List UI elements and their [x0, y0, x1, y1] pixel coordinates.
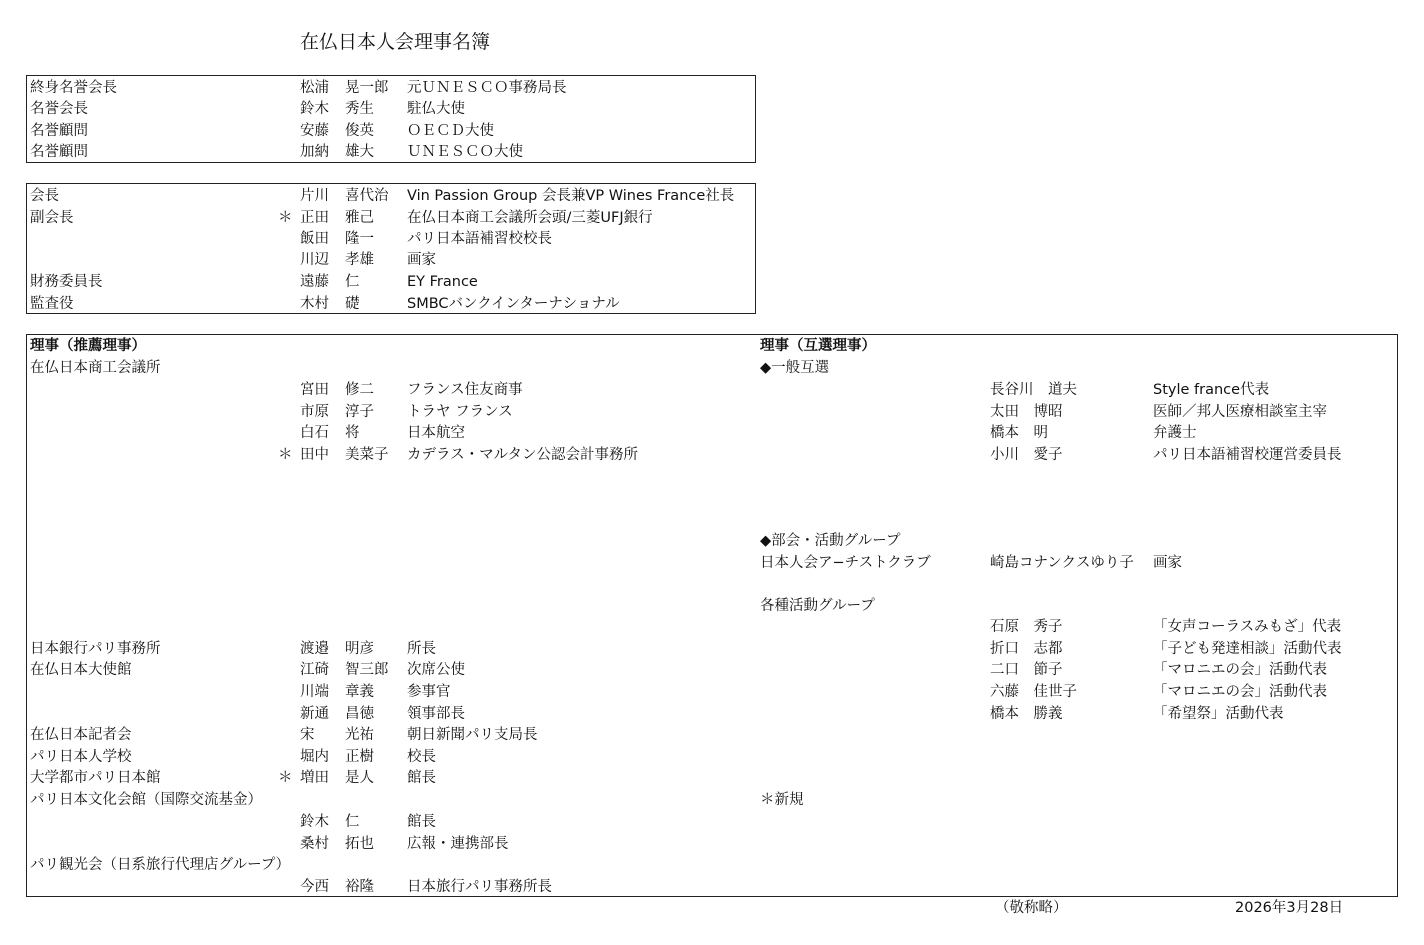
- member-name: 小川 愛子: [990, 447, 1063, 463]
- recommended-heading: 理事（推薦理事）: [30, 338, 146, 354]
- member-desc: 館長: [407, 770, 436, 786]
- org-name: 大学都市パリ日本館: [30, 770, 161, 786]
- officer-given: 礎: [345, 296, 360, 312]
- member-name: 崎島コナンクスゆり子: [990, 555, 1134, 571]
- member-desc: 館長: [407, 814, 436, 830]
- new-member-mark: ＊: [278, 210, 293, 226]
- honorary-desc: ＯＥＣＤ大使: [407, 123, 494, 139]
- member-given: 昌徳: [345, 706, 374, 722]
- honorary-given: 秀生: [345, 101, 374, 117]
- officer-desc: SMBCバンクインターナショナル: [407, 296, 620, 312]
- member-desc: 「希望祭」活動代表: [1153, 706, 1284, 722]
- member-given: 裕隆: [345, 879, 374, 895]
- officer-surname: 遠藤: [300, 274, 329, 290]
- honorary-box: [26, 75, 756, 163]
- member-given: 正樹: [345, 749, 374, 765]
- member-given: 拓也: [345, 836, 374, 852]
- new-member-mark: ＊: [278, 770, 293, 786]
- org-name: パリ観光会（日系旅行代理店グループ）: [30, 857, 290, 873]
- member-given: 仁: [345, 814, 360, 830]
- org-name: 日本銀行パリ事務所: [30, 641, 161, 657]
- page-title: 在仏日本人会理事名簿: [300, 31, 491, 53]
- org-name: 在仏日本記者会: [30, 727, 132, 743]
- officer-role: 会長: [30, 188, 59, 204]
- officer-given: 孝雄: [345, 252, 374, 268]
- officer-desc: パリ日本語補習校校長: [407, 231, 552, 247]
- org-name: 在仏日本商工会議所: [30, 360, 161, 376]
- honorary-desc: 元ＵＮＥＳＣＯ事務局長: [407, 80, 567, 96]
- officer-role: 副会長: [30, 210, 74, 226]
- member-given: 章義: [345, 684, 374, 700]
- officer-desc: 画家: [407, 252, 436, 268]
- group-heading: ◆部会・活動グループ: [760, 533, 901, 549]
- member-surname: 市原: [300, 404, 329, 420]
- member-desc: 所長: [407, 641, 436, 657]
- member-desc: 日本航空: [407, 425, 465, 441]
- honorific-note: （敬称略）: [995, 900, 1068, 916]
- honorary-given: 俊英: [345, 123, 374, 139]
- member-surname: 白石: [300, 425, 329, 441]
- officer-given: 仁: [345, 274, 360, 290]
- member-surname: 宋: [300, 727, 315, 743]
- member-desc: 朝日新聞パリ支局長: [407, 727, 538, 743]
- member-desc: カデラス・マルタン公認会計事務所: [407, 447, 638, 463]
- member-name: 太田 博昭: [990, 404, 1063, 420]
- honorary-role: 名誉会長: [30, 101, 88, 117]
- member-given: 淳子: [345, 404, 374, 420]
- member-surname: 宮田: [300, 382, 329, 398]
- officer-given: 喜代治: [345, 188, 389, 204]
- officer-desc: EY France: [407, 274, 478, 290]
- member-desc: フランス住友商事: [407, 382, 523, 398]
- elected-heading: 理事（互選理事）: [760, 338, 876, 354]
- member-desc: 医師／邦人医療相談室主宰: [1153, 404, 1327, 420]
- member-desc: 画家: [1153, 555, 1182, 571]
- member-name: 石原 秀子: [990, 619, 1063, 635]
- member-surname: 江碕: [300, 662, 329, 678]
- officer-surname: 木村: [300, 296, 329, 312]
- member-desc: 参事官: [407, 684, 451, 700]
- honorary-role: 終身名誉会長: [30, 80, 117, 96]
- honorary-role: 名誉顧問: [30, 123, 88, 139]
- member-given: 美菜子: [345, 447, 389, 463]
- honorary-desc: ＵＮＥＳＣＯ大使: [407, 144, 523, 160]
- org-name: パリ日本文化会館（国際交流基金）: [30, 792, 262, 808]
- member-given: 光祐: [345, 727, 374, 743]
- member-surname: 渡邉: [300, 641, 329, 657]
- officer-surname: 正田: [300, 210, 329, 226]
- member-desc: 「マロニエの会」活動代表: [1153, 662, 1327, 678]
- member-name: 橋本 明: [990, 425, 1048, 441]
- member-name: 折口 志都: [990, 641, 1063, 657]
- member-desc: トラヤ フランス: [407, 404, 513, 420]
- officer-surname: 片川: [300, 188, 329, 204]
- officer-desc: 在仏日本商工会議所会頭/三菱UFJ銀行: [407, 210, 653, 226]
- honorary-given: 雄大: [345, 144, 374, 160]
- officer-given: 隆一: [345, 231, 374, 247]
- member-surname: 川端: [300, 684, 329, 700]
- member-surname: 増田: [300, 770, 329, 786]
- honorary-surname: 鈴木: [300, 101, 329, 117]
- honorary-role: 名誉顧問: [30, 144, 88, 160]
- member-name: 橋本 勝義: [990, 706, 1063, 722]
- member-desc: 領事部長: [407, 706, 465, 722]
- member-given: 明彦: [345, 641, 374, 657]
- member-desc: 日本旅行パリ事務所長: [407, 879, 552, 895]
- member-desc: 校長: [407, 749, 436, 765]
- member-name: 二口 節子: [990, 662, 1063, 678]
- org-name: 在仏日本大使館: [30, 662, 132, 678]
- member-given: 修二: [345, 382, 374, 398]
- member-surname: 新通: [300, 706, 329, 722]
- honorary-given: 晃一郎: [345, 80, 389, 96]
- officer-role: 財務委員長: [30, 274, 103, 290]
- member-desc: Style france代表: [1153, 382, 1270, 398]
- member-desc: 広報・連携部長: [407, 836, 509, 852]
- org-name: パリ日本人学校: [30, 749, 132, 765]
- honorary-surname: 加納: [300, 144, 329, 160]
- member-surname: 鈴木: [300, 814, 329, 830]
- honorary-surname: 安藤: [300, 123, 329, 139]
- member-given: 将: [345, 425, 360, 441]
- activity-heading: 各種活動グループ: [760, 598, 875, 614]
- member-desc: 「女声コーラスみもざ」代表: [1153, 619, 1342, 635]
- new-member-mark: ＊: [278, 447, 293, 463]
- officer-given: 雅己: [345, 210, 374, 226]
- honorary-surname: 松浦: [300, 80, 329, 96]
- officer-desc: Vin Passion Group 会長兼VP Wines France社長: [407, 188, 735, 204]
- member-desc: 次席公使: [407, 662, 465, 678]
- member-surname: 今西: [300, 879, 329, 895]
- general-election-heading: ◆一般互選: [760, 360, 830, 376]
- org-name: 日本人会ア−チストクラブ: [760, 555, 931, 571]
- officer-surname: 飯田: [300, 231, 329, 247]
- member-given: 是人: [345, 770, 374, 786]
- member-desc: 「マロニエの会」活動代表: [1153, 684, 1327, 700]
- member-desc: パリ日本語補習校運営委員長: [1153, 447, 1342, 463]
- member-name: 長谷川 道夫: [990, 382, 1077, 398]
- officer-surname: 川辺: [300, 252, 329, 268]
- officer-role: 監査役: [30, 296, 74, 312]
- member-given: 智三郎: [345, 662, 389, 678]
- member-surname: 桑村: [300, 836, 329, 852]
- member-desc: 「子ども発達相談」活動代表: [1153, 641, 1342, 657]
- member-name: 六藤 佳世子: [990, 684, 1077, 700]
- document-date: 2026年3月28日: [1235, 900, 1344, 916]
- honorary-desc: 駐仏大使: [407, 101, 465, 117]
- member-surname: 田中: [300, 447, 329, 463]
- member-desc: 弁護士: [1153, 425, 1197, 441]
- member-surname: 堀内: [300, 749, 329, 765]
- new-member-note: ＊新規: [760, 792, 804, 808]
